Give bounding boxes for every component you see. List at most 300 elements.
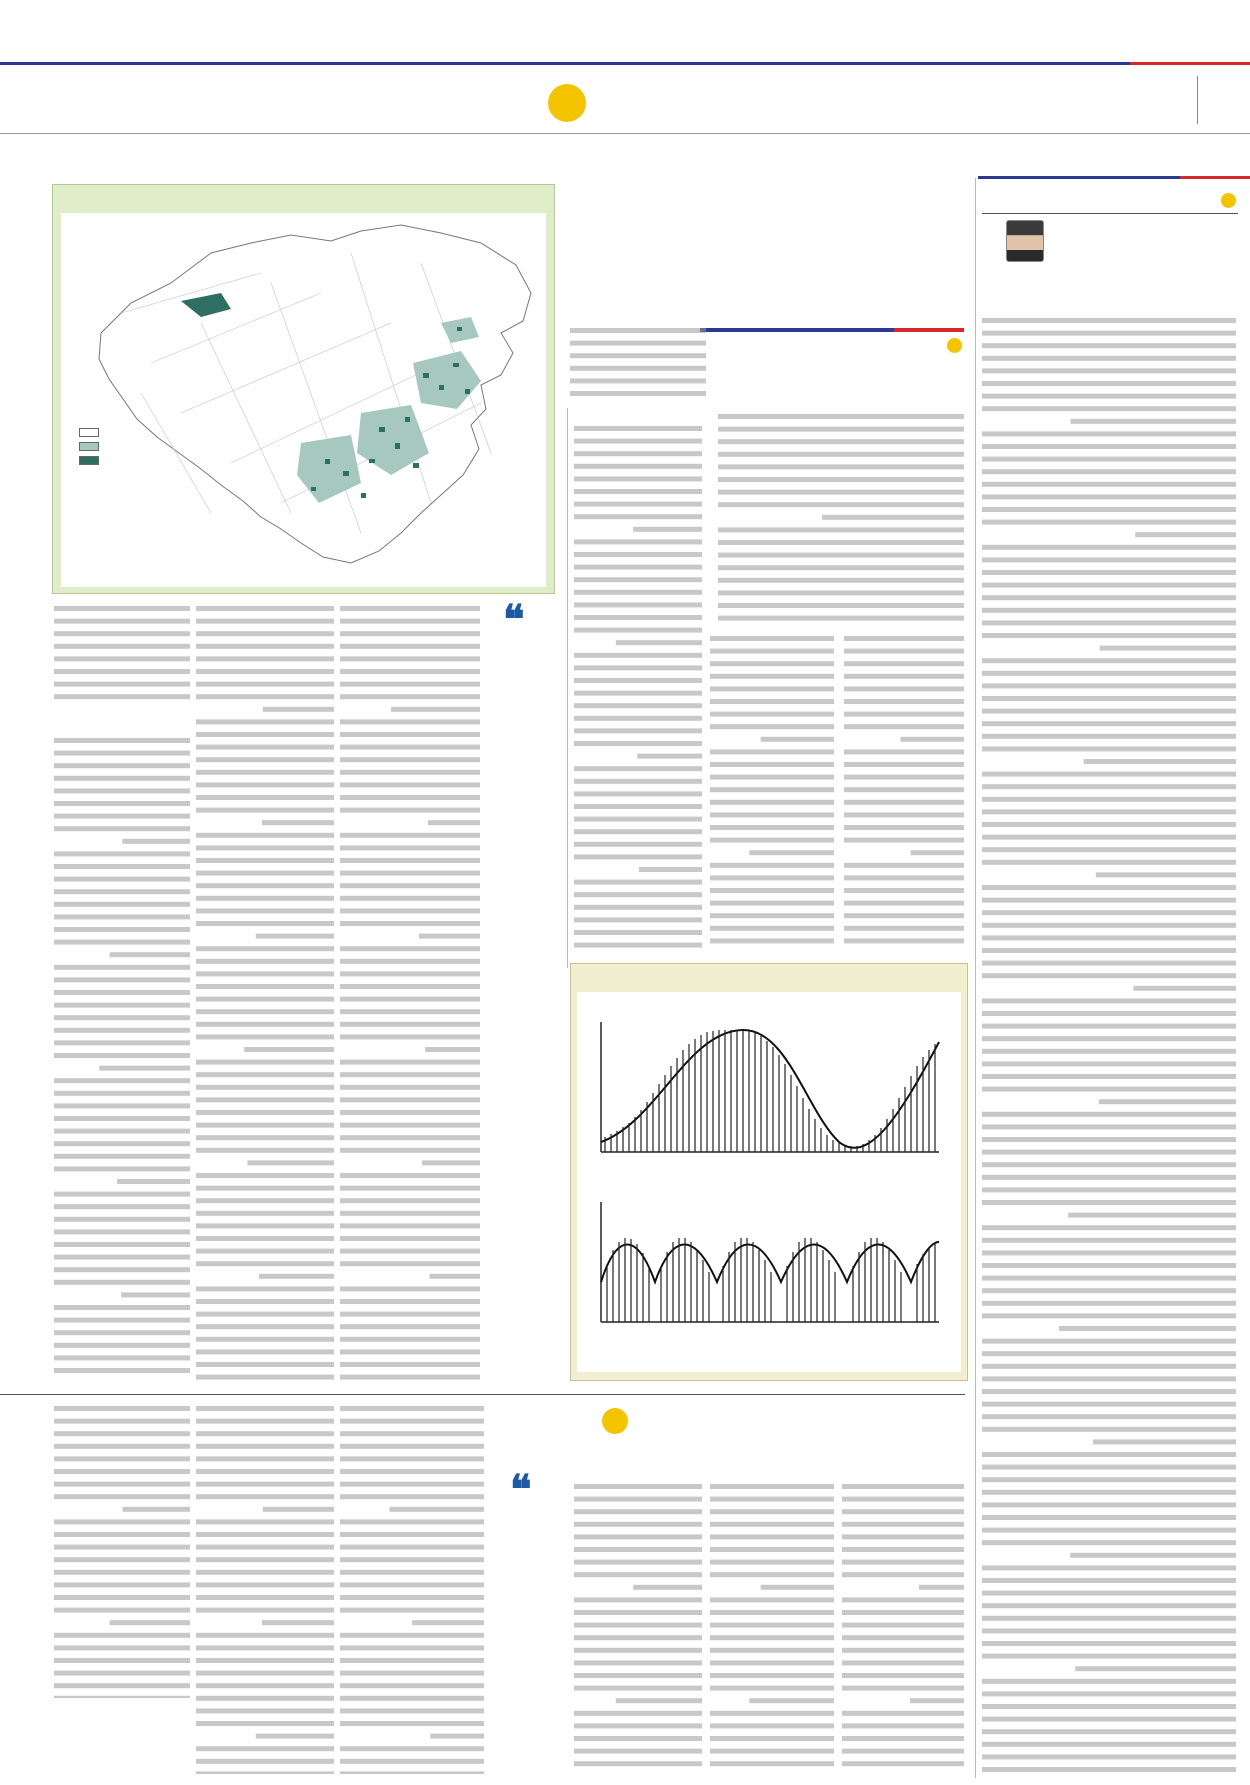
text-line [340, 1198, 480, 1203]
article-column-text [340, 600, 480, 1380]
text-line [54, 1456, 190, 1461]
text-line [982, 1011, 1236, 1016]
text-line [710, 1547, 834, 1552]
text-line [710, 1522, 834, 1527]
text-line [574, 691, 702, 696]
text-line [982, 1591, 1236, 1596]
legend-swatch [79, 442, 99, 451]
text-line [340, 1349, 480, 1354]
text-line [982, 1578, 1236, 1583]
legend-item [79, 428, 197, 437]
text-line [54, 1141, 190, 1146]
text-line [822, 515, 964, 520]
text-line [196, 1072, 334, 1077]
text-lines [718, 408, 964, 622]
text-line [844, 901, 964, 906]
text-line [196, 896, 334, 901]
text-line [982, 1250, 1236, 1255]
text-line [574, 1534, 702, 1539]
text-line [196, 644, 334, 649]
column-separator [567, 408, 568, 968]
text-line [844, 649, 964, 654]
text-line [710, 888, 834, 893]
text-line [196, 1608, 334, 1613]
text-line [340, 1072, 480, 1077]
text-line [340, 1060, 480, 1065]
text-line [196, 871, 334, 876]
text-line [982, 1427, 1236, 1432]
text-line [196, 1009, 334, 1014]
text-line [982, 1729, 1236, 1734]
text-line [574, 1509, 702, 1514]
text-line [196, 883, 334, 888]
text-line [982, 746, 1236, 751]
text-line [710, 800, 834, 805]
text-line [54, 1633, 190, 1638]
text-line [982, 1276, 1236, 1281]
text-line [54, 1154, 190, 1159]
article-column-text [54, 600, 190, 706]
text-line [340, 782, 480, 787]
text-line [710, 863, 834, 868]
text-line [340, 858, 480, 863]
text-line [247, 1160, 334, 1165]
text-line [412, 1620, 484, 1625]
text-line [54, 763, 190, 768]
text-line [982, 1339, 1236, 1344]
text-line [982, 331, 1236, 336]
text-line [710, 686, 834, 691]
text-line [710, 1635, 834, 1640]
text-line [574, 854, 702, 859]
text-line [574, 590, 702, 595]
note-text-lines [982, 312, 1236, 1774]
text-line [54, 1494, 190, 1499]
text-line [710, 775, 834, 780]
legend-swatch [79, 428, 99, 437]
text-line [123, 839, 191, 844]
text-line [340, 1034, 480, 1039]
text-line [844, 926, 964, 931]
text-line [574, 1560, 702, 1565]
text-line [340, 1236, 480, 1241]
text-line [340, 1375, 480, 1380]
text-line [259, 1274, 334, 1279]
text-line [196, 971, 334, 976]
text-line [710, 875, 834, 880]
text-line [982, 671, 1236, 676]
text-line [982, 1565, 1236, 1570]
text-line [340, 1261, 480, 1266]
text-line [710, 1749, 834, 1754]
text-line [54, 1482, 190, 1487]
text-line [196, 1519, 334, 1524]
text-line [570, 353, 706, 358]
text-line [982, 1124, 1236, 1129]
text-line [574, 451, 702, 456]
text-line [340, 1097, 480, 1102]
text-line [340, 971, 480, 976]
text-line [710, 812, 834, 817]
text-line [911, 850, 964, 855]
text-lines [710, 630, 834, 950]
text-line [982, 1036, 1236, 1041]
text-line [121, 1292, 190, 1297]
text-line [262, 1620, 334, 1625]
text-lines [54, 600, 190, 706]
text-line [1071, 419, 1237, 424]
text-line [196, 1337, 334, 1342]
text-line [574, 1761, 702, 1766]
article-column-text [574, 420, 702, 950]
text-line [982, 406, 1236, 411]
text-line [574, 943, 702, 948]
text-line [54, 814, 190, 819]
text-line [196, 1444, 334, 1449]
text-line [196, 1406, 334, 1411]
text-line [844, 775, 964, 780]
text-line [340, 1570, 484, 1575]
map-legend [79, 423, 197, 499]
text-line [982, 683, 1236, 688]
text-line [196, 908, 334, 913]
text-line [842, 1572, 964, 1577]
text-line [1084, 759, 1236, 764]
text-line [340, 757, 480, 762]
text-line [110, 952, 190, 957]
text-line [844, 674, 964, 679]
text-line [196, 757, 334, 762]
text-line [574, 842, 702, 847]
text-line [982, 973, 1236, 978]
text-line [844, 875, 964, 880]
text-line [54, 1305, 190, 1310]
text-line [196, 619, 334, 624]
text-line [574, 678, 702, 683]
text-line [982, 1074, 1236, 1079]
text-line [574, 628, 702, 633]
text-line [844, 661, 964, 666]
text-line [54, 1419, 190, 1424]
wave-diagram [577, 992, 961, 1372]
text-line [982, 1288, 1236, 1293]
map-figure [52, 184, 555, 594]
text-line [844, 787, 964, 792]
text-line [196, 1482, 334, 1487]
text-line [340, 1148, 480, 1153]
text-line [196, 1261, 334, 1266]
text-line [982, 696, 1236, 701]
text-line [54, 1166, 190, 1171]
text-line [982, 910, 1236, 915]
text-line [718, 603, 964, 608]
text-line [340, 1595, 484, 1600]
text-line [54, 1545, 190, 1550]
text-line [340, 921, 480, 926]
text-line [340, 833, 480, 838]
text-line [574, 1522, 702, 1527]
text-line [982, 1187, 1236, 1192]
text-line [710, 901, 834, 906]
article-column-text [710, 630, 834, 950]
text-line [842, 1623, 964, 1628]
text-line [982, 1200, 1236, 1205]
text-line [54, 990, 190, 995]
text-line [196, 845, 334, 850]
text-line [982, 1679, 1236, 1684]
text-line [982, 709, 1236, 714]
text-line [574, 539, 702, 544]
text-line [419, 934, 480, 939]
text-line [844, 812, 964, 817]
text-line [910, 1698, 964, 1703]
text-line [54, 1683, 190, 1688]
note-top-bar [978, 176, 1250, 179]
text-line [54, 1444, 190, 1449]
text-line [574, 1749, 702, 1754]
text-line [982, 1767, 1236, 1772]
text-line [54, 751, 190, 756]
text-line [982, 469, 1236, 474]
text-line [340, 808, 480, 813]
text-line [982, 1402, 1236, 1407]
text-line [718, 490, 964, 495]
text-line [54, 788, 190, 793]
text-line [340, 1645, 484, 1650]
text-line [710, 787, 834, 792]
text-line [982, 595, 1236, 600]
text-line [54, 877, 190, 882]
newspaper-logo [548, 80, 663, 126]
text-line [54, 1431, 190, 1436]
text-line [574, 1610, 702, 1615]
text-line [982, 797, 1236, 802]
text-line [196, 1696, 334, 1701]
text-line [901, 737, 965, 742]
text-line [710, 649, 834, 654]
text-line [842, 1723, 964, 1728]
text-line [196, 833, 334, 838]
text-line [340, 959, 480, 964]
text-line [842, 1509, 964, 1514]
text-line [982, 1150, 1236, 1155]
text-line [422, 1160, 480, 1165]
text-line [196, 1034, 334, 1039]
text-line [842, 1761, 964, 1766]
text-line [574, 1648, 702, 1653]
text-line [842, 1686, 964, 1691]
text-line [340, 619, 480, 624]
text-line [982, 721, 1236, 726]
text-line [574, 602, 702, 607]
text-line [844, 724, 964, 729]
text-line [54, 1129, 190, 1134]
text-line [982, 1351, 1236, 1356]
text-line [844, 636, 964, 641]
text-line [54, 902, 190, 907]
text-line [710, 762, 834, 767]
text-line [54, 927, 190, 932]
note-body-text [982, 312, 1236, 1774]
text-lines [842, 1478, 964, 1774]
text-line [842, 1547, 964, 1552]
quote-marks-icon: ❝ [510, 1466, 532, 1513]
text-line [196, 1349, 334, 1354]
text-line [196, 1249, 334, 1254]
text-lines [574, 420, 702, 950]
text-line [710, 1686, 834, 1691]
text-line [710, 1572, 834, 1577]
text-line [574, 653, 702, 658]
text-line [570, 366, 706, 371]
text-line [54, 1229, 190, 1234]
text-line [710, 825, 834, 830]
text-line [982, 885, 1236, 890]
text-line [196, 1671, 334, 1676]
text-line [340, 669, 480, 674]
text-line [982, 431, 1236, 436]
text-line [340, 631, 480, 636]
text-line [982, 620, 1236, 625]
text-line [710, 1560, 834, 1565]
text-line [982, 1364, 1236, 1369]
text-line [196, 1557, 334, 1562]
text-line [574, 1597, 702, 1602]
text-line [718, 553, 964, 558]
bullet-dot-icon [947, 338, 962, 353]
text-line [54, 1091, 190, 1096]
text-line [710, 661, 834, 666]
text-line [574, 703, 702, 708]
text-line [196, 1022, 334, 1027]
bottom-column-text [340, 1400, 484, 1774]
text-line [574, 741, 702, 746]
text-line [844, 712, 964, 717]
text-line [574, 791, 702, 796]
text-line [54, 738, 190, 743]
text-line [718, 414, 964, 419]
text-line [340, 745, 480, 750]
text-line [574, 1484, 702, 1489]
quote-marks-icon: ❝ [503, 596, 525, 643]
text-line [340, 1286, 480, 1291]
intro-text-lines [570, 322, 706, 400]
text-lines [196, 1400, 334, 1774]
text-line [196, 1123, 334, 1128]
text-line [710, 913, 834, 918]
text-line [196, 1148, 334, 1153]
text-line [196, 1658, 334, 1663]
text-line [574, 615, 702, 620]
text-line [196, 959, 334, 964]
text-line [844, 762, 964, 767]
text-line [196, 1060, 334, 1065]
text-line [256, 1734, 334, 1739]
text-line [54, 1192, 190, 1197]
text-line [54, 1015, 190, 1020]
text-line [842, 1749, 964, 1754]
text-line [54, 1696, 190, 1698]
text-line [196, 1312, 334, 1317]
text-line [982, 494, 1236, 499]
text-line [1133, 986, 1236, 991]
text-line [718, 578, 964, 583]
text-line [340, 883, 480, 888]
pull-quote [488, 636, 560, 1056]
text-line [982, 1717, 1236, 1722]
text-line [982, 1490, 1236, 1495]
text-line [54, 1355, 190, 1360]
text-line [340, 1708, 484, 1713]
text-line [54, 606, 190, 611]
text-line [710, 749, 834, 754]
text-line [574, 766, 702, 771]
text-line [340, 1532, 484, 1537]
text-line [844, 749, 964, 754]
text-lines [710, 1478, 834, 1774]
text-lines [844, 630, 964, 950]
text-line [982, 1175, 1236, 1180]
text-line [54, 656, 190, 661]
text-line [919, 1585, 964, 1590]
text-line [110, 1620, 190, 1625]
text-line [196, 1236, 334, 1241]
text-lines [196, 600, 334, 1380]
text-lines [54, 732, 190, 1380]
text-line [570, 378, 706, 383]
text-line [982, 1049, 1236, 1054]
text-line [54, 1280, 190, 1285]
text-line [430, 1734, 484, 1739]
text-line [982, 1691, 1236, 1696]
text-line [54, 889, 190, 894]
text-line [982, 1641, 1236, 1646]
text-line [982, 368, 1236, 373]
text-line [842, 1610, 964, 1615]
text-line [710, 938, 834, 943]
text-line [574, 476, 702, 481]
text-line [982, 1061, 1236, 1066]
text-line [982, 520, 1236, 525]
text-line [982, 1704, 1236, 1709]
text-line [982, 1087, 1236, 1092]
text-line [982, 608, 1236, 613]
text-line [574, 577, 702, 582]
text-line [982, 1540, 1236, 1545]
article-column-text [54, 732, 190, 1380]
text-line [340, 1557, 484, 1562]
text-line [340, 1110, 480, 1115]
text-line [340, 682, 480, 687]
text-line [196, 1135, 334, 1140]
text-line [54, 1645, 190, 1650]
text-line [340, 1721, 484, 1726]
text-line [196, 1286, 334, 1291]
text-line [54, 1532, 190, 1537]
text-line [196, 1299, 334, 1304]
text-line [340, 1683, 484, 1688]
text-line [842, 1711, 964, 1716]
text-line [982, 1742, 1236, 1747]
article-intro-text [570, 322, 706, 400]
text-line [54, 1570, 190, 1575]
bottom-column-text [196, 1400, 334, 1774]
text-line [718, 452, 964, 457]
text-line [718, 477, 964, 482]
text-line [54, 1330, 190, 1335]
text-line [710, 1711, 834, 1716]
text-line [982, 1162, 1236, 1167]
